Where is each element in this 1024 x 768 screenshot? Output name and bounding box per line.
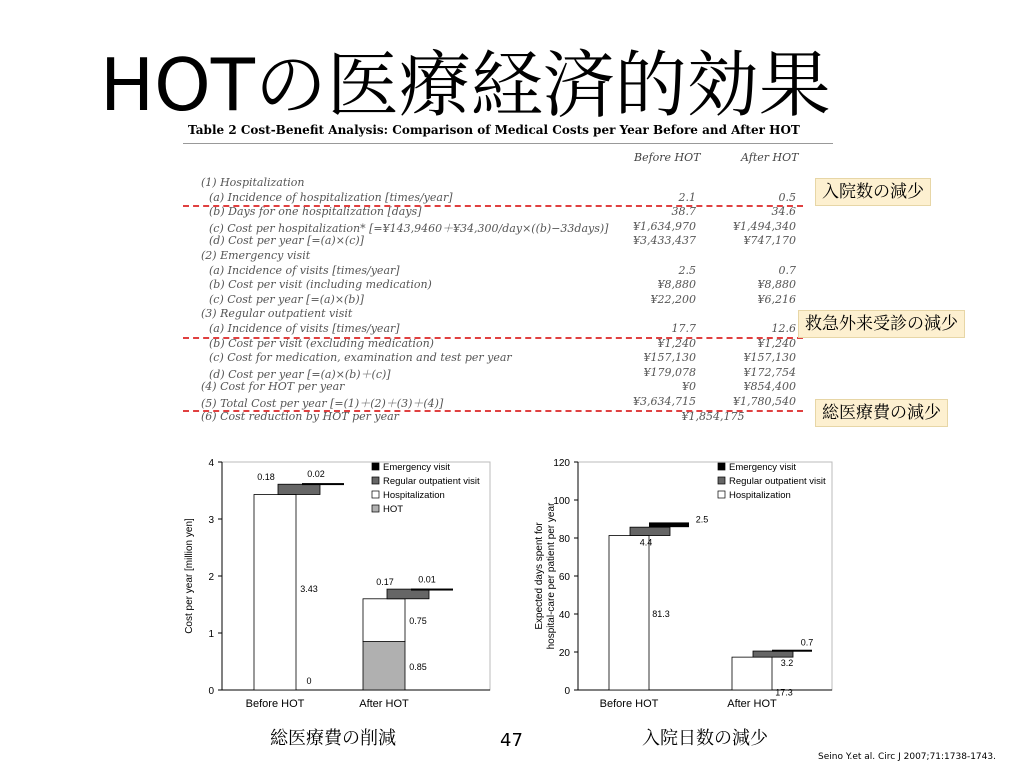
data-label: 0 [306,676,312,686]
y-axis-label: Expected days spent for [534,522,545,630]
legend-label: Regular outpatient visit [729,476,826,487]
table-row [183,380,833,394]
label-hospital-days-reduction: 入院日数の減少 [642,728,768,749]
table-row [183,322,833,336]
row-value-before: ¥1,634,970 [633,219,696,233]
bar-segment-emergency [649,522,689,527]
row-value-before: ¥8,880 [657,278,696,292]
table-row [183,366,833,380]
table-row [183,293,833,307]
table-row [183,220,833,234]
y-axis-label: Cost per year [million yen] [184,518,195,634]
highlight-line-total [183,410,803,412]
bar-segment-hospitalization [363,599,405,642]
row-label: (5) Total Cost per year [=(1)＋(2)＋(3)＋(4)] [201,397,444,410]
row-value-after: 34.6 [771,205,796,219]
bar-segment-hospitalization [254,494,296,690]
data-label: 4.4 [639,537,653,548]
table-row [183,351,833,365]
row-label: (b) Cost per visit (including medication) [209,278,432,292]
table-row [183,278,833,292]
x-tick-label: After HOT [359,698,409,710]
legend-label: Regular outpatient visit [383,476,480,487]
bar-segment-hot [363,642,405,690]
data-label: 2.5 [695,514,709,525]
y-tick-label: 2 [208,572,214,583]
row-value-before: ¥3,433,437 [633,234,696,248]
page-number: 47 [500,730,523,751]
row-value-before: ¥3,634,715 [633,395,696,408]
row-label: (b) Cost per visit (excluding medication) [209,336,434,350]
legend-swatch [718,477,725,484]
y-tick-label: 3 [208,515,214,526]
row-value-after: ¥8,880 [757,278,796,292]
table-row [183,176,833,190]
x-tick-label: Before HOT [245,698,305,710]
row-value-before: 2.1 [678,190,696,204]
bar-segment-emergency [302,483,344,485]
label-total-cost-reduction: 総医療費の削減 [270,728,396,749]
row-label: (2) Emergency visit [201,249,311,262]
callout-admissions: 入院数の減少 [815,178,931,206]
y-tick-label: 0 [564,686,570,697]
row-value-after: 0.7 [778,263,796,277]
table-caption: Table 2 Cost-Benefit Analysis: Comparison of Medical Costs per Year Before and After HOT [188,123,800,137]
y-tick-label: 40 [558,610,570,621]
row-value-before: ¥179,078 [643,365,696,379]
y-tick-label: 1 [208,629,214,640]
bar-segment-regular-outpatient-visit [630,527,670,535]
row-label: (c) Cost per year [=(a)×(b)] [209,292,364,306]
data-label: 17.3 [775,687,793,698]
row-value-after: ¥172,754 [743,365,796,379]
legend-swatch [718,491,725,498]
row-label: (a) Incidence of visits [times/year] [209,263,400,277]
callout-emergency: 救急外来受診の減少 [798,310,965,338]
legend-label: Hospitalization [383,490,445,501]
legend-label: HOT [383,504,404,515]
y-axis-label: hospital-care per patient per year [546,502,557,650]
row-value-before: ¥22,200 [650,292,696,306]
x-tick-label: After HOT [727,698,777,710]
row-value-after: ¥1,494,340 [733,219,796,233]
table-row [183,249,833,263]
slide-title: HOTの医療経済的効果 [100,43,831,127]
y-tick-label: 4 [208,458,214,469]
bar-segment-emergency [772,650,812,652]
y-tick-label: 60 [558,572,570,583]
row-value-before: ¥1,240 [657,336,696,350]
table-row [183,191,833,205]
legend-swatch [372,505,379,512]
bar-segment-regular-outpatient-visit [387,589,429,599]
legend-label: Hospitalization [729,490,791,501]
row-value-after: ¥1,240 [757,336,796,350]
table-row [183,264,833,278]
chart-cost-per-year [180,452,510,717]
data-label: 0.02 [307,469,325,480]
y-tick-label: 20 [558,648,570,659]
row-label: (3) Regular outpatient visit [201,307,353,321]
row-value-before: 38.7 [671,205,696,219]
data-label: 3.2 [780,658,794,669]
row-value-before: ¥0 [682,380,696,394]
row-value-after: ¥747,170 [743,234,796,248]
bar-segment-regular-outpatient-visit [278,484,320,494]
row-label: (c) Cost for medication, examination and test per year [209,351,512,365]
row-value-span: ¥1,854,175 [681,409,745,423]
callout-total: 総医療費の減少 [815,399,948,427]
highlight-line-admissions [183,205,803,207]
row-label: (d) Cost per year [=(a)×(b)＋(c)] [209,367,391,381]
row-label: (d) Cost per year [=(a)×(c)] [209,234,364,248]
data-label: 0.85 [409,661,427,672]
table-row [183,307,833,321]
column-header-after: After HOT [741,151,799,164]
legend-swatch [372,463,379,470]
bar-segment-hospitalization [732,657,772,690]
y-tick-label: 80 [558,534,570,545]
row-label: (b) Days for one hospitalization [days] [209,205,422,219]
row-value-after: ¥157,130 [743,351,796,365]
chart-hospital-days [530,452,850,717]
row-value-after: ¥1,780,540 [733,395,796,408]
row-label: (6) Cost reduction by HOT per year [201,409,399,423]
bar-segment-hospitalization [609,536,649,690]
bar-segment-regular-outpatient-visit [753,651,793,657]
data-label: 81.3 [652,608,670,619]
data-label: 0.7 [800,637,814,648]
highlight-line-emergency [183,337,803,339]
y-tick-label: 0 [208,686,214,697]
row-value-before: 2.5 [678,263,696,277]
row-value-before: 17.7 [671,322,696,335]
data-label: 0.18 [257,472,275,483]
row-value-after: ¥6,216 [757,292,796,306]
row-label: (4) Cost for HOT per year [201,380,345,394]
data-label: 3.43 [300,584,318,595]
row-value-before: ¥157,130 [643,351,696,365]
table-top-rule [183,143,833,144]
row-value-after: 0.5 [778,190,796,204]
data-label: 0.01 [418,574,436,585]
legend-swatch [372,477,379,484]
row-label: (1) Hospitalization [201,176,305,189]
bar-segment-emergency [411,589,453,591]
data-label: 0.17 [376,577,394,588]
row-value-after: 12.6 [771,322,796,335]
row-label: (a) Incidence of hospitalization [times/year] [209,190,453,204]
table-row [183,395,833,409]
x-tick-label: Before HOT [599,698,659,710]
row-label: (c) Cost per hospitalization* [=¥143,9460＋¥34,300/day×((b)−33days)] [209,221,609,235]
legend-label: Emergency visit [729,462,797,473]
legend-swatch [372,491,379,498]
column-header-before: Before HOT [634,151,701,164]
row-value-after: ¥854,400 [743,380,796,394]
table-row [183,205,833,219]
citation: Seino Y.et al. Circ J 2007;71:1738-1743. [818,752,996,762]
cost-benefit-table [183,120,833,430]
table-row [183,234,833,248]
legend-label: Emergency visit [383,462,451,473]
data-label: 0.75 [409,616,427,627]
row-label: (a) Incidence of visits [times/year] [209,322,400,335]
y-tick-label: 100 [553,496,570,507]
legend-swatch [718,463,725,470]
y-tick-label: 120 [553,458,570,469]
